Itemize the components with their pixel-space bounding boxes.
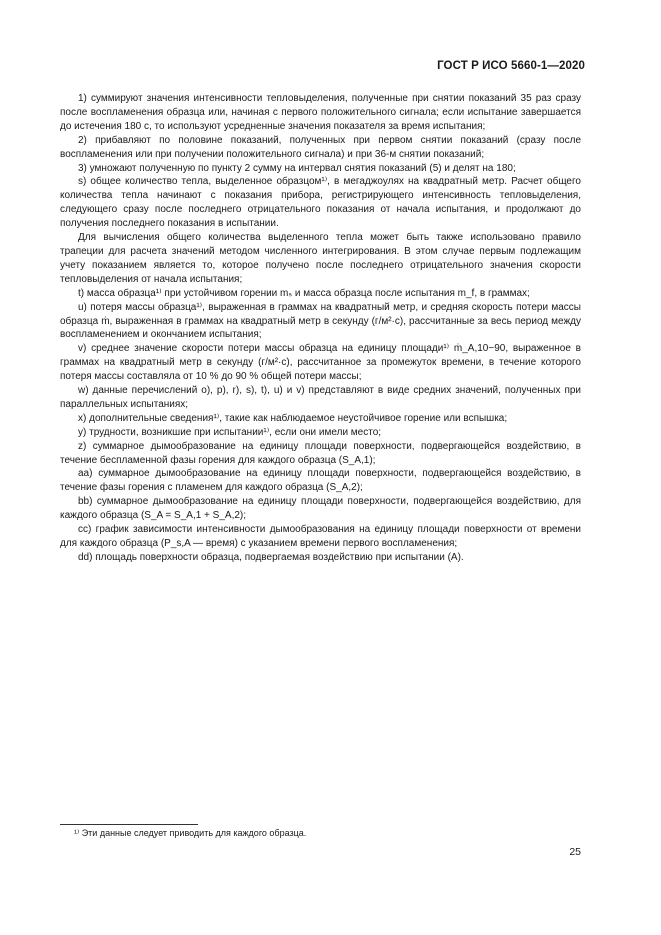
paragraph: сс) график зависимости интенсивности дымообразования на единицу площади поверхности от времени для каждого образца (P_s,A — время) с указанием времени первого воспламенения;: [60, 524, 581, 549]
paragraph: y) трудности, возникшие при испытании¹⁾, если они имели место;: [78, 426, 382, 438]
paragraph: 3) умножают полученную по пункту 2 сумму на интервал снятия показаний (5) и делят на 180;: [78, 162, 516, 174]
paragraph: z) суммарное дымообразование на единицу площади поверхности, подвергающейся воздействию, в течение беспламенной фазы горения для каждого образца (S_A,1);: [60, 440, 581, 466]
document-header: ГОСТ Р ИСО 5660-1—2020: [437, 60, 585, 72]
paragraph: t) масса образца¹⁾ при устойчивом горении mₛ и масса образца после испытания m_f, в граммах;: [78, 287, 530, 299]
paragraph: 1) суммируют значения интенсивности тепловыделения, полученные при снятии показаний 35 раз сразу после воспламенения образца или, начиная с первого положительного сигнала; если испытание завершается до истечения 180 с, то используют усредненные значения показателя за время испытания;: [60, 93, 581, 132]
paragraph: dd) площадь поверхности образца, подвергаемая воздействию при испытании (A).: [78, 551, 464, 563]
paragraph: s) общее количество тепла, выделенное образцом¹⁾, в мегаджоулях на квадратный метр. Расчет общего количества тепла начинают с показания прибора, регистрирующего интенсивность тепловыделения, следующего сразу после последнего отрицательного показания от начала испытания, и продолжают до получения последнего показания в испытании.: [60, 176, 581, 230]
paragraph: Для вычисления общего количества выделенного тепла может быть также использовано правило трапеции для расчета значений методом численного интегрирования. В этом случае первым подлежащим учету показанием является то, которое получено после последнего отрицательного значения скорости тепловыделения от начала испытания;: [60, 232, 581, 285]
footnote-divider: [60, 824, 198, 825]
document-body: [60, 92, 581, 565]
footnote: ¹⁾ Эти данные следует приводить для каждого образца.: [74, 828, 307, 838]
paragraph: аа) суммарное дымообразование на единицу площади поверхности, подвергающейся воздействию, в течение фазы горения с пламенем для каждого образца (S_A,2);: [60, 468, 581, 494]
paragraph: w) данные перечислений о), р), r), s), t), u) и v) представляют в виде средних значений, полученных при параллельных испытаниях;: [60, 385, 581, 410]
paragraph: bb) суммарное дымообразование на единицу площади поверхности, подвергающейся воздействию, для каждого образца (S_A = S_A,1 + S_A,2);: [60, 496, 581, 522]
paragraph: 2) прибавляют по половине показаний, полученных при первом снятии показаний (сразу после воспламенения или при получении положительного сигнала) и при 36-м снятии показаний;: [60, 134, 581, 160]
page-number: 25: [569, 846, 581, 858]
paragraph: x) дополнительные сведения¹⁾, такие как наблюдаемое неустойчивое горение или вспышка;: [78, 412, 508, 424]
paragraph: v) среднее значение скорости потери массы образца на единицу площади¹⁾ ṁ_A,10−90, выраженное в граммах на квадратный метр в секунду (г/м²·с), рассчитанное за промежуток времени, в течение которого потеря массы составляла от 10 % до 90 % общей потери массы;: [60, 343, 581, 383]
paragraph: u) потеря массы образца¹⁾, выраженная в граммах на квадратный метр, и средняя скорость потери массы образца ṁ, выраженная в граммах на квадратный метр в секунду (г/м²·с), рассчитанные за весь период между воспламенением и окончанием испытания;: [60, 301, 581, 341]
